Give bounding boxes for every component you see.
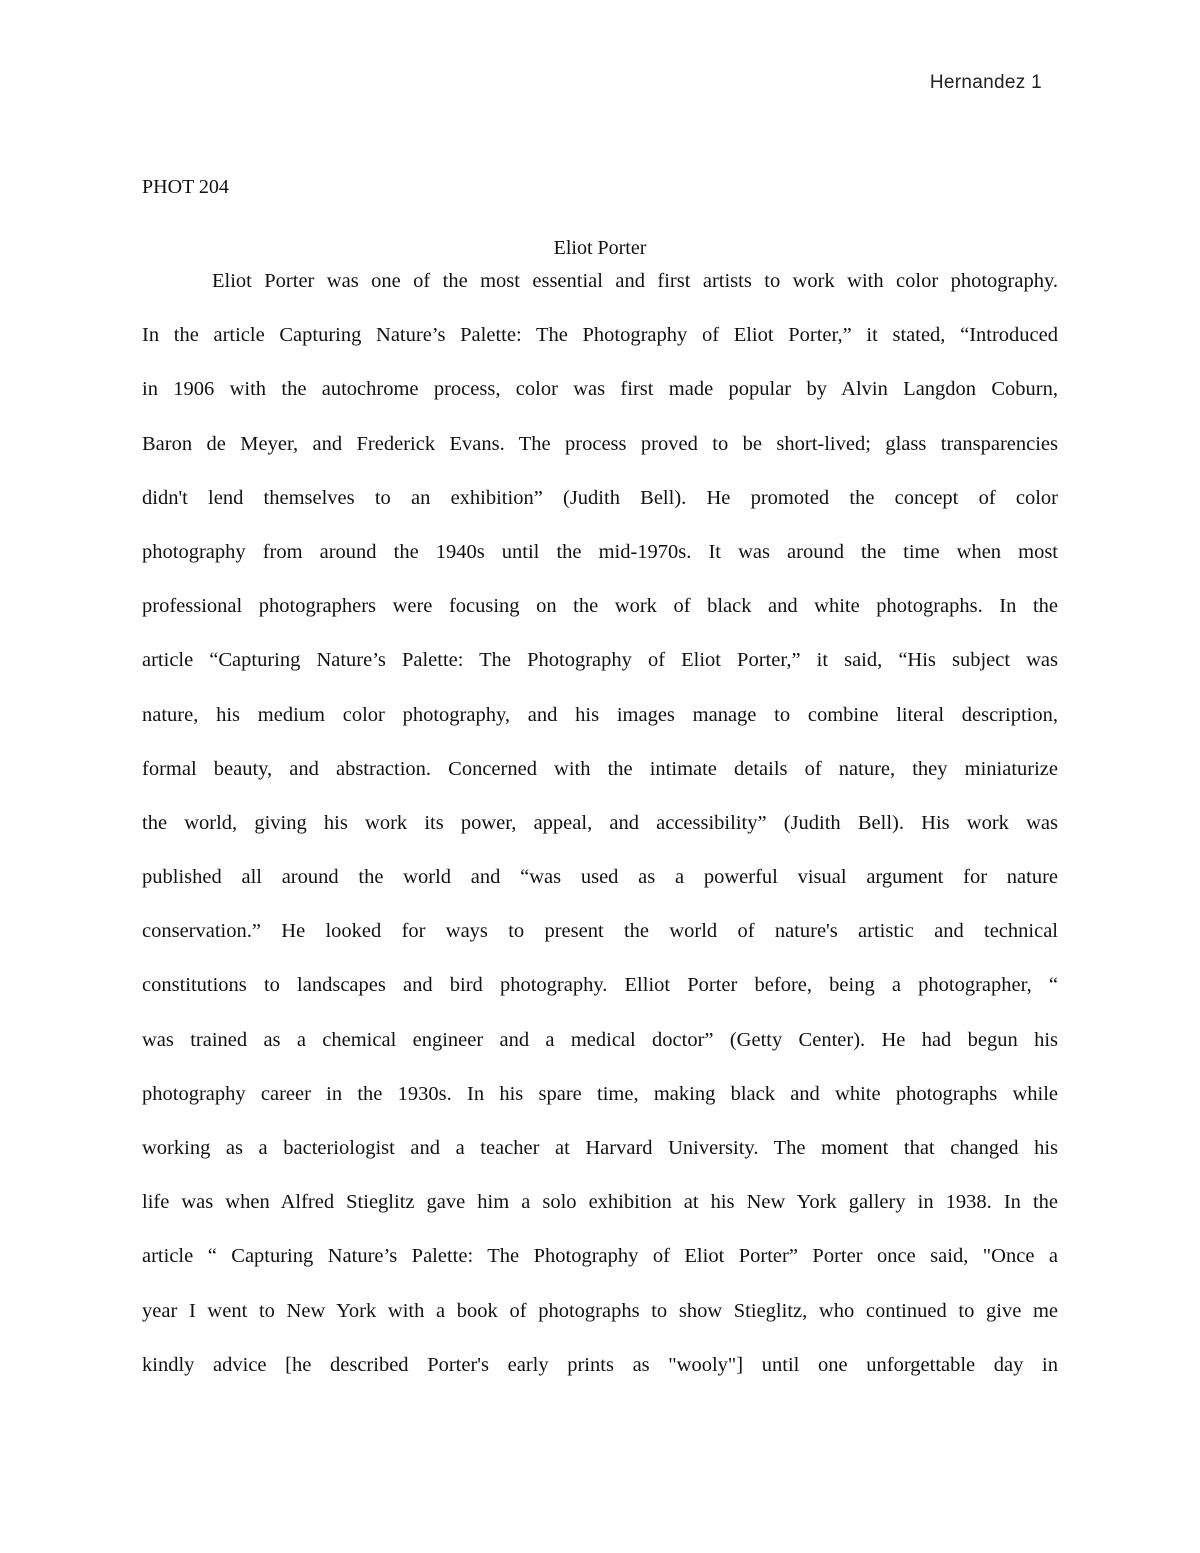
body-line: photography career in the 1930s. In his spare time, making black and white photographs while: [142, 1082, 1058, 1105]
body-line: professional photographers were focusing on the work of black and white photographs. In the: [142, 595, 1058, 618]
body-line: life was when Alfred Stieglitz gave him a solo exhibition at his New York gallery in 1938. In the: [142, 1191, 1058, 1214]
body-line: constitutions to landscapes and bird photography. Elliot Porter before, being a photographer, “: [142, 974, 1058, 997]
body-line: photography from around the 1940s until the mid-1970s. It was around the time when most: [142, 540, 1058, 563]
essay-title: Eliot Porter: [553, 237, 647, 259]
essay-body: [142, 266, 1058, 1404]
body-line: kindly advice [he described Porter's early prints as "wooly"] until one unforgettable day in: [142, 1353, 1058, 1376]
body-line: Eliot Porter was one of the most essential and first artists to work with color photography.: [212, 270, 1058, 292]
body-line: formal beauty, and abstraction. Concerned with the intimate details of nature, they miniaturize: [142, 757, 1058, 780]
body-line: published all around the world and “was used as a powerful visual argument for nature: [142, 866, 1058, 889]
body-line: in 1906 with the autochrome process, color was first made popular by Alvin Langdon Coburn,: [142, 378, 1058, 401]
body-line: article “Capturing Nature’s Palette: The Photography of Eliot Porter,” it said, “His subject was: [142, 649, 1058, 672]
body-line: working as a bacteriologist and a teacher at Harvard University. The moment that changed his: [142, 1137, 1058, 1159]
course-label: PHOT 204: [142, 176, 229, 198]
body-line: conservation.” He looked for ways to present the world of nature's artistic and technical: [142, 920, 1058, 943]
body-line: Baron de Meyer, and Frederick Evans. The process proved to be short-lived; glass transparencies: [142, 432, 1058, 455]
body-line: In the article Capturing Nature’s Palette: The Photography of Eliot Porter,” it stated, “Introduced: [142, 324, 1058, 347]
body-line: didn't lend themselves to an exhibition” (Judith Bell). He promoted the concept of color: [142, 486, 1058, 509]
body-line: was trained as a chemical engineer and a medical doctor” (Getty Center). He had begun his: [142, 1028, 1058, 1051]
body-line: year I went to New York with a book of photographs to show Stieglitz, who continued to give me: [142, 1299, 1058, 1322]
body-line: nature, his medium color photography, and his images manage to combine literal description,: [142, 703, 1058, 726]
body-line: article “ Capturing Nature’s Palette: The Photography of Eliot Porter” Porter once said, "Once a: [142, 1245, 1058, 1268]
running-head: Hernandez 1: [929, 72, 1042, 93]
body-line: the world, giving his work its power, appeal, and accessibility” (Judith Bell). His work was: [142, 811, 1058, 834]
